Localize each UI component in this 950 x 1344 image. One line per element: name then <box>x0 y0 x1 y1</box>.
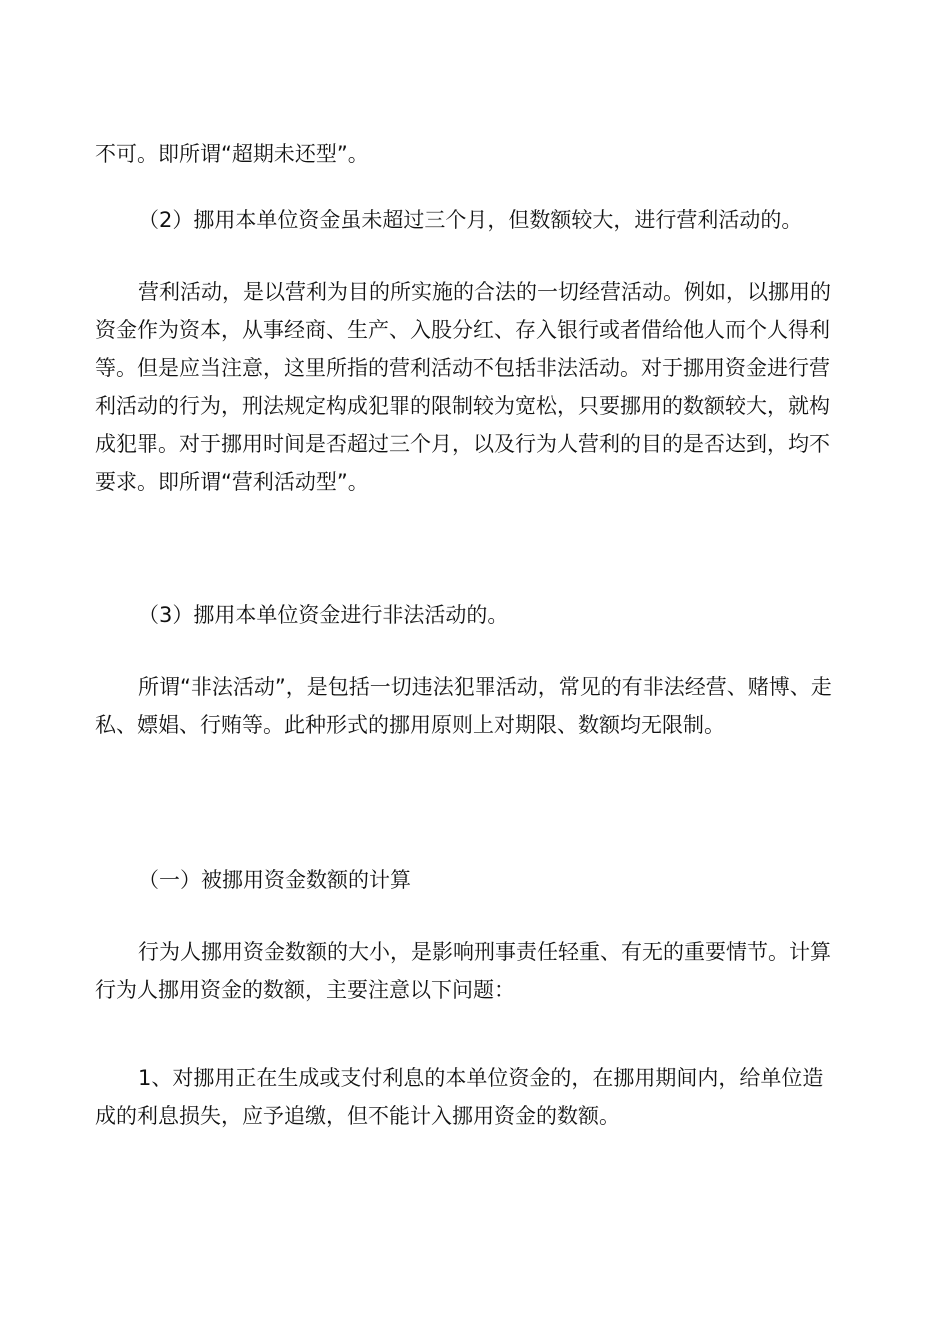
text-line: 行为人挪用资金的数额，主要注意以下问题： <box>95 978 515 1002</box>
text-line: 不可。即所谓“超期未还型”。 <box>95 142 369 166</box>
text-line: 成犯罪。对于挪用时间是否超过三个月，以及行为人营利的目的是否达到，均不 <box>95 432 830 456</box>
paragraph-item-2 <box>138 201 878 239</box>
text-line: 私、嫖娼、行贿等。此种形式的挪用原则上对期限、数额均无限制。 <box>95 713 725 737</box>
paragraph-amount-importance <box>95 933 875 1009</box>
text-line: 等。但是应当注意，这里所指的营利活动不包括非法活动。对于挪用资金进行营 <box>95 356 830 380</box>
text-line: 资金作为资本，从事经商、生产、入股分红、存入银行或者借给他人而个人得利 <box>95 318 830 342</box>
paragraph-item-3 <box>138 596 878 634</box>
text-line: （一）被挪用资金数额的计算 <box>138 868 411 892</box>
text-line: 营利活动，是以营利为目的所实施的合法的一切经营活动。例如，以挪用的 <box>138 280 831 304</box>
text-line: 要求。即所谓“营利活动型”。 <box>95 470 369 494</box>
paragraph-illegal-activity <box>95 668 875 744</box>
text-line: （3）挪用本单位资金进行非法活动的。 <box>138 603 509 627</box>
paragraph-profit-activity <box>95 273 875 501</box>
text-line: 1、对挪用正在生成或支付利息的本单位资金的，在挪用期间内，给单位造 <box>138 1066 824 1090</box>
text-line: 行为人挪用资金数额的大小，是影响刑事责任轻重、有无的重要情节。计算 <box>138 940 831 964</box>
text-line: （2）挪用本单位资金虽未超过三个月，但数额较大，进行营利活动的。 <box>138 208 803 232</box>
paragraph-overdue-type <box>95 135 875 173</box>
text-line: 利活动的行为，刑法规定构成犯罪的限制较为宽松，只要挪用的数额较大，就构 <box>95 394 830 418</box>
paragraph-rule-1 <box>95 1059 875 1135</box>
text-line: 所谓“非法活动”，是包括一切违法犯罪活动，常见的有非法经营、赌博、走 <box>138 675 832 699</box>
section-heading-amount-calculation <box>138 861 878 899</box>
text-line: 成的利息损失，应予追缴，但不能计入挪用资金的数额。 <box>95 1104 620 1128</box>
